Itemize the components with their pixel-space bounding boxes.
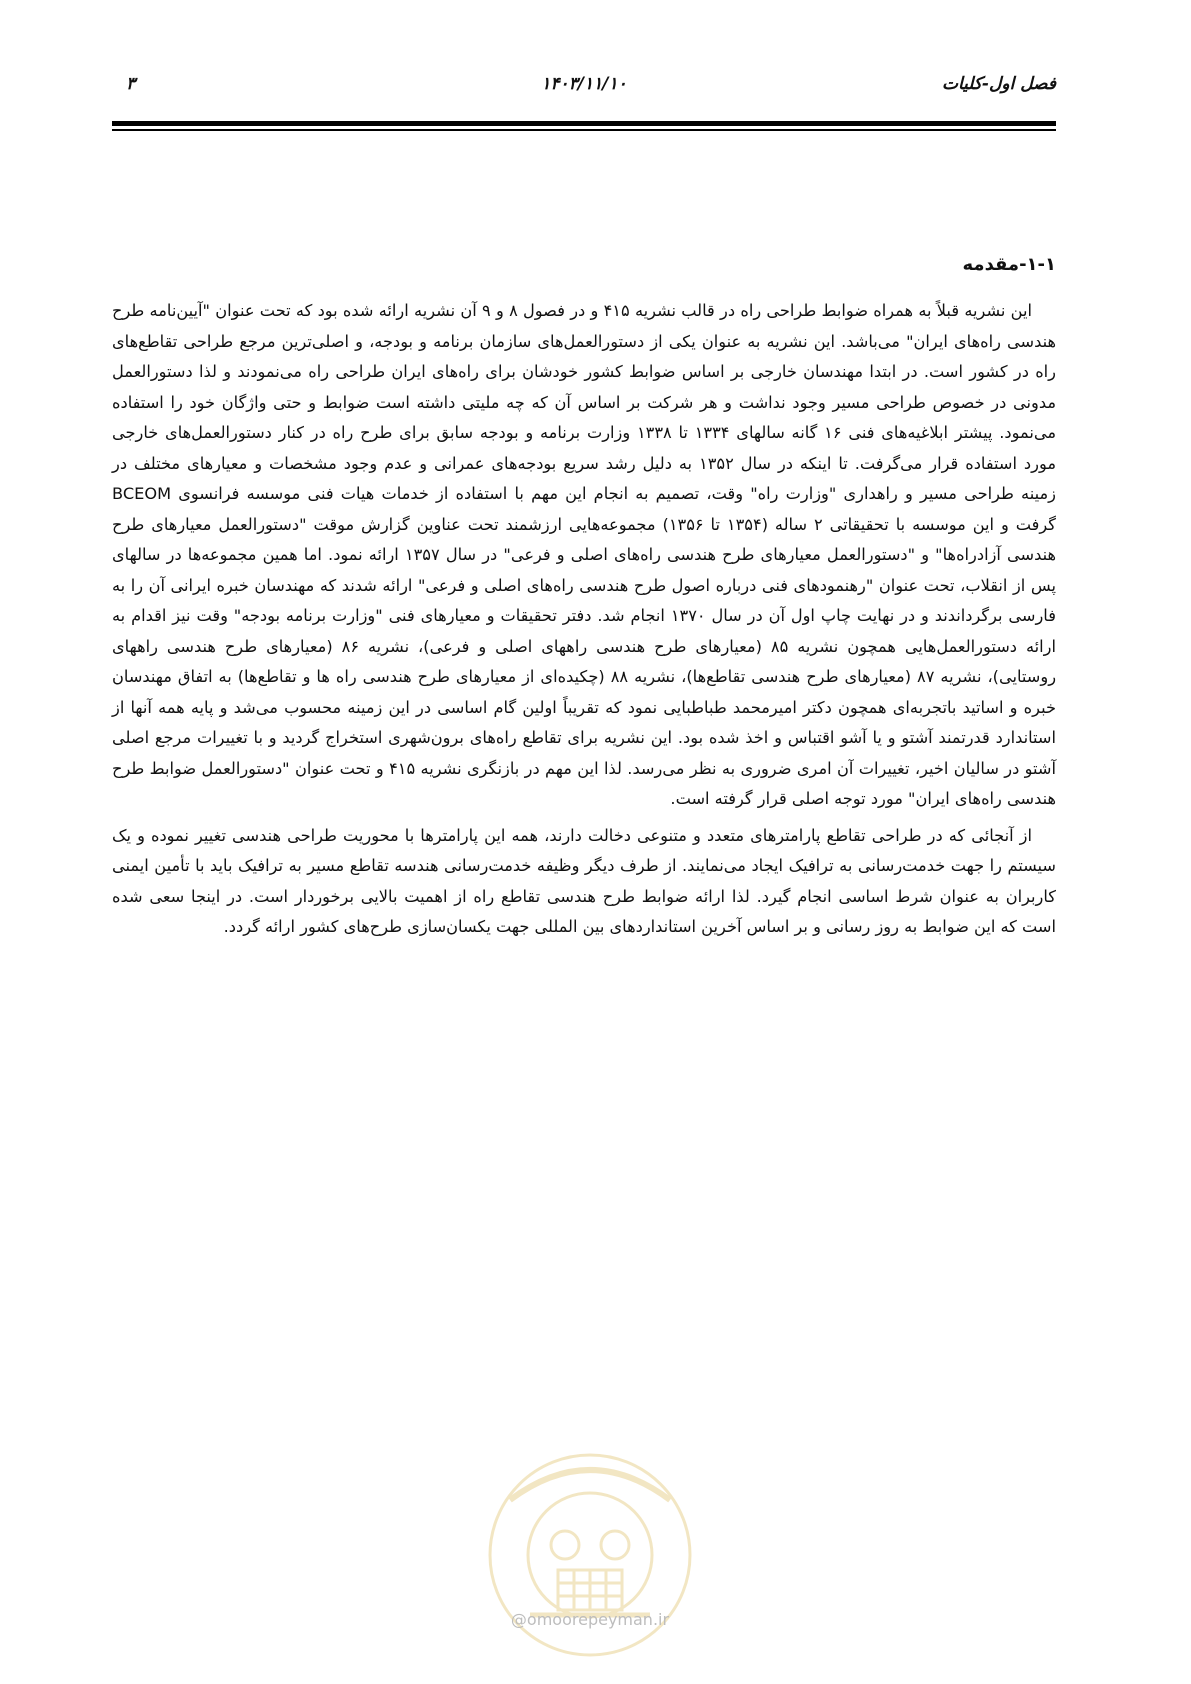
header-date: ۱۴۰۳/۱۱/۱۰ — [541, 74, 627, 94]
watermark-site: @omoorepeyman.ir — [510, 1610, 670, 1629]
paragraph: از آنجائی که در طراحی تقاطع پارامترهای متعدد و متنوعی دخالت دارند، همه این پارامترها با محوریت طراحی هندسی تغییر نموده و یک سیستم را جهت خدمت‌رسانی به ترافیک ایجاد می‌نمایند. از طرف دیگر وظیفه خدمت‌رسانی هندسه تقاطع مسیر به ترافیک باید با تأمین ایمنی کاربران به عنوان شرط اساسی انجام گیرد. لذا ارائه ضوابط طرح هندسی تقاطع راه از اهمیت بالایی برخوردار است. در اینجا سعی شده است که این ضوابط به روز رسانی و بر اساس آخرین استانداردهای بین المللی جهت یکسان‌سازی طرح‌های کشور ارائه گردد. — [112, 825, 1056, 936]
header-rule-thick — [112, 121, 1056, 126]
header-rule-thin — [112, 129, 1056, 131]
section-heading: ۱-۱-مقدمه — [962, 254, 1056, 275]
chapter-title: فصل اول-کلیات — [941, 74, 1056, 94]
paragraph: این نشریه قبلاً به همراه ضوابط طراحی راه در قالب نشریه ۴۱۵ و در فصول ۸ و ۹ آن نشریه ارائه شده بود که تحت عنوان "آیین‌نامه طرح هندسی راه‌های ایران" می‌باشد. این نشریه به عنوان یکی از دستورالعمل‌های سازمان برنامه و بودجه، و اصلی‌ترین مرجع طراحی تقاطع‌های راه در کشور است. در ابتدا مهندسان خارجی بر اساس ضوابط کشور خودشان برای راه‌های ایران طراحی راه می‌نمودند و لذا دستورالعمل مدونی در خصوص طراحی مسیر وجود نداشت و هر شرکت بر اساس آن که چه ملیتی داشته است ضوابط و حتی واژگان خود را استفاده می‌نمود. پیشتر ابلاغیه‌های فنی ۱۶ گانه سالهای ۱۳۳۴ تا ۱۳۳۸ وزارت برنامه و بودجه سابق برای طرح راه در کنار دستورالعمل‌های خارجی مورد استفاده قرار می‌گرفت. تا اینکه در سال ۱۳۵۲ به دلیل رشد سریع بودجه‌های عمرانی و عدم وجود مشخصات و معیارهای مختلف در زمینه طراحی مسیر و راهداری "وزارت راه" وقت، تصمیم به انجام این مهم با استفاده از خدمات هیات فنی موسسه فرانسوی BCEOM گرفت و این موسسه با تحقیقاتی ۲ ساله (۱۳۵۴ تا ۱۳۵۶) مجموعه‌هایی ارزشمند تحت عناوین گزارش موقت "دستورالعمل معیارهای طرح هندسی آزادراه‌ها" و "دستورالعمل معیارهای طرح هندسی راه‌های اصلی و فرعی" در سال ۱۳۵۷ ارائه نمود. اما همین مجموعه‌ها در سالهای پس از انقلاب، تحت عنوان "رهنمودهای فنی درباره اصول طرح هندسی راه‌های اصلی و فرعی" ارائه شدند که مهندسان خبره ایرانی آن را به فارسی برگرداندند و در نهایت چاپ اول آن در سال ۱۳۷۰ انجام شد. دفتر تحقیقات و معیارهای فنی "وزارت برنامه بودجه" وقت نیز اقدام به ارائه دستورالعمل‌هایی همچون نشریه ۸۵ (معیارهای طرح هندسی راههای اصلی و فرعی)، نشریه ۸۶ (معیارهای طرح هندسی راههای روستایی)، نشریه ۸۷ (معیارهای طرح هندسی تقاطع‌ها)، نشریه ۸۸ (چکیده‌ای از معیارهای طرح هندسی راه ها و تقاطع‌ها) به اتفاق مهندسان خبره و اساتید باتجربه‌ای همچون دکتر امیرمحمد طباطبایی نمود که تقریباً اولین گام اساسی در این زمینه محسوب می‌شد و پایه همه آنها از استاندارد قدرتمند آشتو و یا آشو اقتباس و اخذ شده بود. این نشریه برای تقاطع راه‌های برون‌شهری استخراج گردید و با تغییرات مرجع اصلی آشتو در سالیان اخیر، تغییرات آن امری ضروری به نظر می‌رسد. لذا این مهم در بازنگری نشریه ۴۱۵ و تحت عنوان "دستورالعمل ضوابط طرح هندسی راه‌های ایران" مورد توجه اصلی قرار گرفته است. — [112, 301, 1057, 808]
page-number: ۳ — [126, 74, 136, 94]
body-content — [112, 250, 1056, 949]
watermark-seal-icon — [470, 1440, 710, 1670]
page-header — [112, 74, 1056, 104]
